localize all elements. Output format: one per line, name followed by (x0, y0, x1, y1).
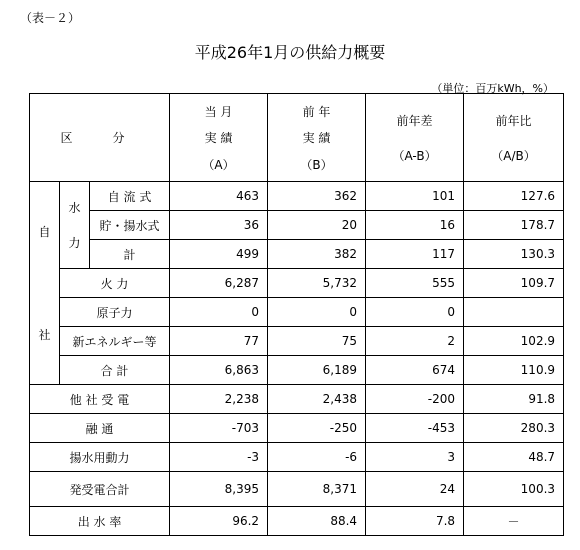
cell-c: 117 (366, 240, 464, 269)
cell-a: 499 (170, 240, 268, 269)
cell-a: 6,863 (170, 356, 268, 385)
row-label: 他 社 受 電 (30, 385, 170, 414)
cell-c: 3 (366, 443, 464, 472)
cell-d (464, 298, 564, 327)
table-row (30, 507, 564, 536)
cell-a: 77 (170, 327, 268, 356)
cell-c: 101 (366, 182, 464, 211)
cell-a: 6,287 (170, 269, 268, 298)
header-col-b: 前 年 実 績 （B） (268, 94, 366, 182)
table-tag: （表－２） (20, 11, 81, 25)
supply-table (29, 93, 564, 536)
row-label: 出 水 率 (30, 507, 170, 536)
cell-a: 2,238 (170, 385, 268, 414)
table-row (30, 443, 564, 472)
row-label: 合 計 (60, 356, 170, 385)
cell-b: -250 (268, 414, 366, 443)
header-kubun: 区 分 (30, 94, 170, 182)
table-row (30, 472, 564, 507)
cell-b: 8,371 (268, 472, 366, 507)
cell-a: -703 (170, 414, 268, 443)
table-row (30, 385, 564, 414)
cell-d: 100.3 (464, 472, 564, 507)
cell-d: 110.9 (464, 356, 564, 385)
table-row (30, 269, 564, 298)
cell-c: 7.8 (366, 507, 464, 536)
row-label: 発受電合計 (30, 472, 170, 507)
cell-b: 2,438 (268, 385, 366, 414)
table-row (30, 211, 564, 240)
header-col-a: 当 月 実 績 （A） (170, 94, 268, 182)
table-row (30, 356, 564, 385)
cell-b: 88.4 (268, 507, 366, 536)
cell-c: -453 (366, 414, 464, 443)
row-label: 原子力 (60, 298, 170, 327)
cell-c: -200 (366, 385, 464, 414)
cell-d: 130.3 (464, 240, 564, 269)
cell-b: 382 (268, 240, 366, 269)
row-label: 自 流 式 (90, 182, 170, 211)
cell-d: 127.6 (464, 182, 564, 211)
cell-b: 362 (268, 182, 366, 211)
cell-b: 20 (268, 211, 366, 240)
row-label: 新エネルギー等 (60, 327, 170, 356)
header-col-d: 前年比 （A/B） (464, 94, 564, 182)
cell-a: -3 (170, 443, 268, 472)
row-label: 貯・揚水式 (90, 211, 170, 240)
cell-c: 2 (366, 327, 464, 356)
cell-c: 674 (366, 356, 464, 385)
cell-a: 463 (170, 182, 268, 211)
side-label-jisha: 自 社 (30, 182, 60, 385)
cell-c: 0 (366, 298, 464, 327)
unit-note: （単位：百万kWh，%） (431, 82, 554, 95)
row-label: 融 通 (30, 414, 170, 443)
table-row (30, 327, 564, 356)
header-row (30, 94, 564, 182)
cell-d: 109.7 (464, 269, 564, 298)
cell-b: -6 (268, 443, 366, 472)
page-title: 平成26年1月の供給力概要 (194, 43, 386, 62)
cell-d: 280.3 (464, 414, 564, 443)
table-row (30, 414, 564, 443)
cell-d: 48.7 (464, 443, 564, 472)
side-label-suiryoku: 水 力 (60, 182, 90, 269)
cell-d: 178.7 (464, 211, 564, 240)
cell-c: 16 (366, 211, 464, 240)
cell-d: 91.8 (464, 385, 564, 414)
cell-c: 555 (366, 269, 464, 298)
row-label: 計 (90, 240, 170, 269)
cell-a: 36 (170, 211, 268, 240)
row-label: 火 力 (60, 269, 170, 298)
cell-b: 75 (268, 327, 366, 356)
cell-b: 6,189 (268, 356, 366, 385)
cell-b: 0 (268, 298, 366, 327)
cell-c: 24 (366, 472, 464, 507)
cell-a: 0 (170, 298, 268, 327)
cell-a: 8,395 (170, 472, 268, 507)
cell-b: 5,732 (268, 269, 366, 298)
cell-d: － (464, 507, 564, 536)
table-row (30, 240, 564, 269)
cell-a: 96.2 (170, 507, 268, 536)
header-col-c: 前年差 （A-B） (366, 94, 464, 182)
row-label: 揚水用動力 (30, 443, 170, 472)
table-row (30, 298, 564, 327)
cell-d: 102.9 (464, 327, 564, 356)
table-row (30, 182, 564, 211)
